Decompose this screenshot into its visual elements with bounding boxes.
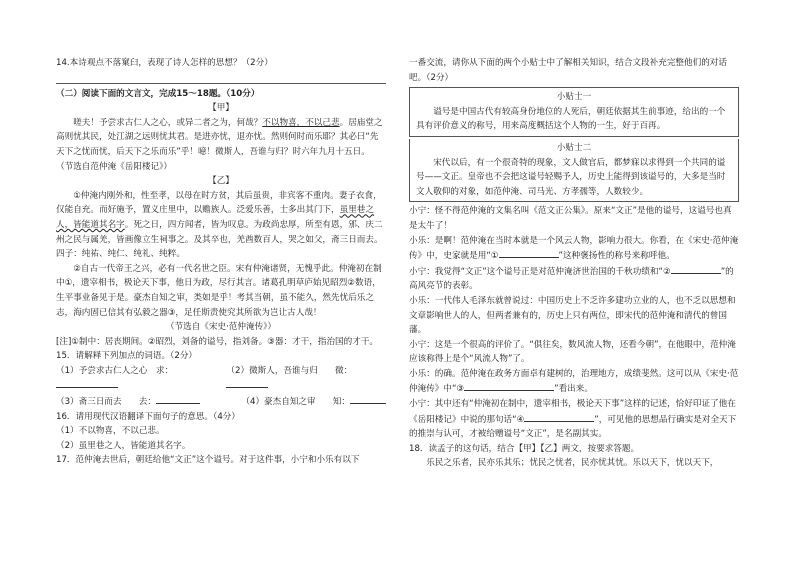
- question-16: 16．请用现代汉语翻译下面句子的意思。（4分）: [56, 411, 240, 422]
- answer-blank[interactable]: [464, 381, 554, 391]
- passage-jia-label: 【甲】: [208, 103, 234, 114]
- question-15-row-1: （1）予尝求古仁人之心 求： （2）微斯人，吾谁与归 微：: [56, 364, 386, 394]
- tip-1-body: 谥号是中国古代有较高身份地位的人死后，朝廷依据其生前事迹，给出的一个具有评价意义的称号，用来高度概括这个人物的一生，好于百再。: [416, 106, 726, 132]
- answer-blank[interactable]: [56, 378, 118, 388]
- question-14: 14.本诗观点不落窠臼，表现了诗人怎样的思想？（2分）: [56, 58, 273, 68]
- question-15: 15．请解释下列加点的词语。（2分）: [56, 351, 198, 362]
- dialogue-line-4: 小乐：一代伟人毛泽东就曾说过：中国历史上不乏许多建功立业的人，也不乏以思想和文章影响世人的人，但两者兼有的，历史上只有两位，即宋代的范仲淹和清代的曾国藩。: [409, 295, 736, 336]
- passage-yi-paragraph-1: ①仲淹内刚外和，性至孝，以母在时方贫，其后虽贵，非宾客不重肉。妻子衣食，仅能自充。而好施予，置义庄里中，以赡族人。泛爱乐善，士多出其门下，虽里巷之人，皆能道其名字。死之日，四方闻者，皆为叹息。为政尚忠厚，所至有恩，邠、庆二州之民与属羌，皆画像立生祠事之。及其卒也，羌酋数百人，哭之如父，斋三日而去。四子：纯祐、纯仁、纯礼、纯粹。: [56, 190, 383, 260]
- question-17: 17．范仲淹去世后，朝廷给他“文正”这个谥号。对于这件事，小宁和小乐有以下: [56, 455, 360, 466]
- passage-jia-source: （节选自范仲淹《岳阳楼记》）: [56, 161, 173, 172]
- wavy-underlined-sentence: 虽里巷之人，皆能道其名字: [56, 205, 374, 230]
- passage-yi-source: （节选自《宋史·范仲淹传》）: [165, 322, 277, 333]
- answer-blank[interactable]: [524, 412, 594, 422]
- dialogue-line-7: 小宁：其中还有“仲淹初在制中，遗宰相书，极论天下事”这样的记述，恰好印证了他在《岳阳楼记》中说的那句话“④ ”，可见他的思想品行确实是对全天下的推崇与认可，才被给赠谥号“文正”，是名副其实。: [409, 399, 737, 440]
- question-17-continued: 一番交流，请你从下面的两个小贴士中了解相关知识，结合文段补充完整他们的对话吧。（2分）: [409, 58, 727, 83]
- dialogue-line-2: 小乐：是啊！范仲淹在当时本就是一个风云人物，影响力很大。你看，在《宋史·范仲淹传》中，史家就是用“① ”这种褒扬性的称号来称呼他。: [409, 235, 739, 262]
- answer-blank[interactable]: [226, 378, 268, 388]
- dialogue-line-5: 小宁：这是一个很高的评价了。“俱往矣，数风流人物，还看今朝”，在他眼中，范仲淹应该称得上是个“风流人物”了。: [409, 339, 736, 365]
- question-16-item-2: （2）虽里巷之人，皆能道其名字。: [56, 440, 191, 451]
- question-16-item-1: （1）不以物喜，不以己悲。: [56, 426, 165, 437]
- underlined-sentence: 不以物喜，不以己悲: [262, 117, 340, 128]
- tip-box-2: [409, 139, 739, 202]
- tip-box-1: [409, 87, 739, 137]
- passage-yi-paragraph-2: ②自古一代帝王之兴，必有一代名世之臣。宋有仲淹诸贤，无愧乎此。仲淹初在制中①，遗宰相书，极论天下事，他日为政，尽行其言。诸葛孔明草庐始见昭烈②数语，生平事业备见于是。豪杰自知之审，类如是乎！考其当朝，虽不能久，然先忧后乐之志，海内固已信其有弘毅之器③，足任斯责使究其所欲为岂让古人哉！: [56, 263, 382, 318]
- passage-yi-label: 【乙】: [208, 176, 234, 187]
- tip-2-body: 宋代以后，有一个很奇特的现象，文人做官后，都梦寐以求得到一个共同的谥号——文正。皇帝也不会把这谥号轻赐予人，历史上能得到该谥号的，大多是当时文人敬仰的对象，如范仲淹、司马光、方孝孺等，人数较少。: [416, 157, 726, 197]
- dialogue-line-6: 小乐：的确。范仲淹在政务方面卓有建树的，治理地方，成绩斐然。这可以从《宋史·范仲淹传》中“③ ”看出来。: [409, 368, 739, 395]
- question-15-row-2: （3）斋三日而去 去： （4）豪杰自知之审 知：: [56, 394, 386, 410]
- answer-blank[interactable]: [156, 394, 200, 404]
- section-title: （二）阅读下面的文言文，完成15～18题。（10分）: [56, 88, 260, 99]
- tip-2-title: 小贴士二: [556, 142, 592, 153]
- dialogue-line-1: 小宁：怪不得范仲淹的文集名叫《范文正公集》。原来“文正”是他的谥号，这谥号也真是太牛了！: [409, 206, 732, 231]
- answer-line: [56, 73, 386, 84]
- answer-blank[interactable]: [499, 248, 559, 258]
- question-18-quote: 乐民之乐者，民亦乐其乐；忧民之忧者，民亦忧其忧。乐以天下，忧以天下，: [426, 458, 719, 469]
- question-18: 18．读孟子的这句话，结合【甲】【乙】两文，按要求答题。: [409, 443, 640, 454]
- annotation-note: [注]①制中：居丧期间。②昭烈，刘备的谥号，指刘备。③器：才干，指治国的才干。: [56, 336, 379, 347]
- left-column: [56, 56, 386, 468]
- answer-blank[interactable]: [350, 394, 386, 404]
- tip-1-title: 小贴士一: [556, 92, 592, 103]
- dialogue-line-3: 小宁：我觉得“文正”这个谥号正是对范仲淹济世治国的千秋功绩和“② ”的高风亮节的表彰。: [409, 264, 739, 294]
- answer-blank[interactable]: [671, 264, 721, 274]
- passage-jia-text: 嗟夫！予尝求古仁人之心，或异二者之为，何哉？不以物喜，不以己悲。居庙堂之高则忧其民，处江湖之远则忧其君。是进亦忧，退亦忧。然则何时而乐耶？其必曰“先天下之忧而忧，后天下之乐而乐”乎！噫！微斯人，吾谁与归？时六年九月十五日。（节选自范仲淹《岳阳楼记》）: [56, 117, 383, 172]
- right-column: [409, 56, 739, 471]
